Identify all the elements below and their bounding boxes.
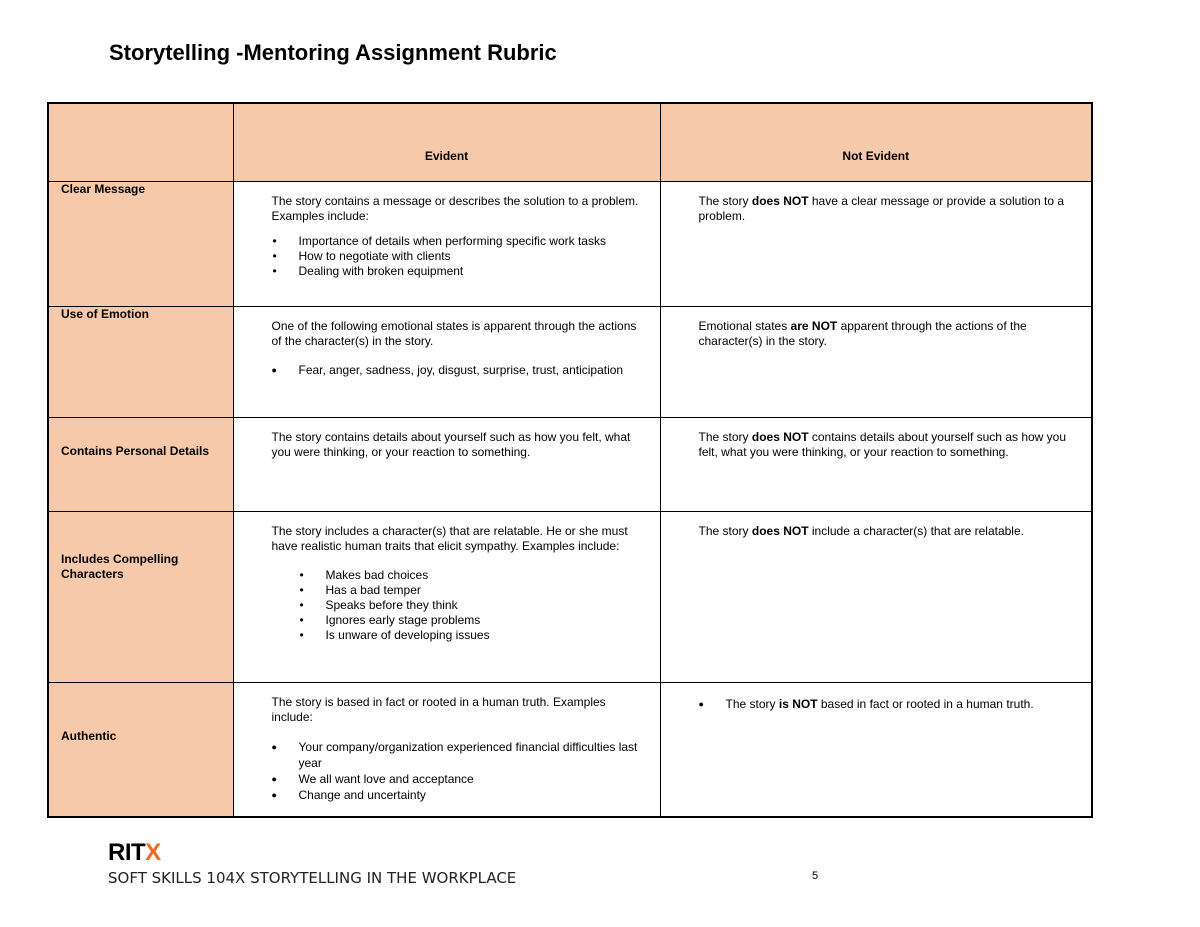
evident-bullets (272, 234, 650, 279)
criterion-label: Authentic (61, 728, 117, 743)
list-item: • Ignores early stage problems (326, 613, 650, 628)
list-item: ● We all want love and acceptance (299, 771, 650, 787)
table-row (48, 181, 1092, 306)
not-evident-text: The story does NOT include a character(s) that are relatable. (698, 523, 1024, 538)
table-row (48, 682, 1092, 817)
header-cell-criterion (48, 103, 233, 181)
evident-cell (233, 417, 660, 511)
not-evident-cell (660, 306, 1092, 417)
criterion-label-line1: Includes Compelling (61, 551, 179, 566)
table-row (48, 417, 1092, 511)
list-item: • Speaks before they think (326, 598, 650, 613)
course-title: SOFT SKILLS 104X STORYTELLING IN THE WORKPLACE (108, 869, 517, 887)
ritx-logo: RITX (108, 839, 161, 866)
not-evident-text: The story does NOT contains details about yourself such as how you felt, what you were thinking, or your reaction to something. (698, 429, 1067, 459)
criterion-label-line2: Characters (61, 566, 124, 581)
evident-bullets (272, 363, 650, 378)
list-item: ● Your company/organization experienced financial difficulties last year (299, 739, 650, 771)
criterion-cell (48, 511, 233, 682)
list-item: • How to negotiate with clients (299, 249, 650, 264)
list-item: • Makes bad choices (326, 568, 650, 583)
rubric-table (47, 102, 1093, 818)
table-row (48, 511, 1092, 682)
evident-text: The story is based in fact or rooted in a human truth. Examples include: (271, 694, 606, 724)
criterion-cell (48, 417, 233, 511)
not-evident-cell (660, 417, 1092, 511)
list-item: • Is unware of developing issues (326, 628, 650, 643)
not-evident-bullets (699, 697, 1082, 712)
not-evident-cell (660, 511, 1092, 682)
criterion-label: Clear Message (61, 181, 146, 196)
evident-cell (233, 306, 660, 417)
evident-cell (233, 682, 660, 817)
header-cell-not-evident: Not Evident (660, 103, 1092, 181)
criterion-cell (48, 682, 233, 817)
page-title: Storytelling -Mentoring Assignment Rubric (109, 40, 557, 65)
header-cell-evident: Evident (233, 103, 660, 181)
criterion-cell (48, 306, 233, 417)
list-item: • Dealing with broken equipment (299, 264, 650, 279)
not-evident-text: Emotional states are NOT apparent through the actions of the character(s) in the story. (698, 318, 1027, 348)
table-row (48, 306, 1092, 417)
evident-text: The story contains details about yourself such as how you felt, what you were thinking, or your reaction to something. (271, 429, 631, 459)
evident-text: The story includes a character(s) that are relatable. He or she must have realistic human traits that elicit sympathy. Examples include: (271, 523, 628, 553)
criterion-cell (48, 181, 233, 306)
not-evident-text: The story does NOT have a clear message or provide a solution to a problem. (698, 193, 1065, 223)
list-item: ● The story is NOT based in fact or rooted in a human truth. (726, 697, 1082, 712)
evident-cell (233, 511, 660, 682)
table-header-row (48, 103, 1092, 181)
list-item: ● Fear, anger, sadness, joy, disgust, surprise, trust, anticipation (299, 363, 650, 378)
criterion-label: Use of Emotion (61, 306, 150, 321)
list-item: • Importance of details when performing specific work tasks (299, 234, 650, 249)
evident-bullets (272, 568, 650, 643)
evident-bullets (272, 739, 650, 803)
evident-text: One of the following emotional states is apparent through the actions of the character(s) in the story. (271, 318, 637, 348)
page-number: 5 (812, 870, 819, 882)
not-evident-cell (660, 682, 1092, 817)
evident-text: The story contains a message or describes the solution to a problem. Examples include: (271, 193, 639, 223)
list-item: • Has a bad temper (326, 583, 650, 598)
evident-cell (233, 181, 660, 306)
not-evident-cell (660, 181, 1092, 306)
list-item: ● Change and uncertainty (299, 787, 650, 803)
criterion-label: Contains Personal Details (61, 443, 210, 458)
